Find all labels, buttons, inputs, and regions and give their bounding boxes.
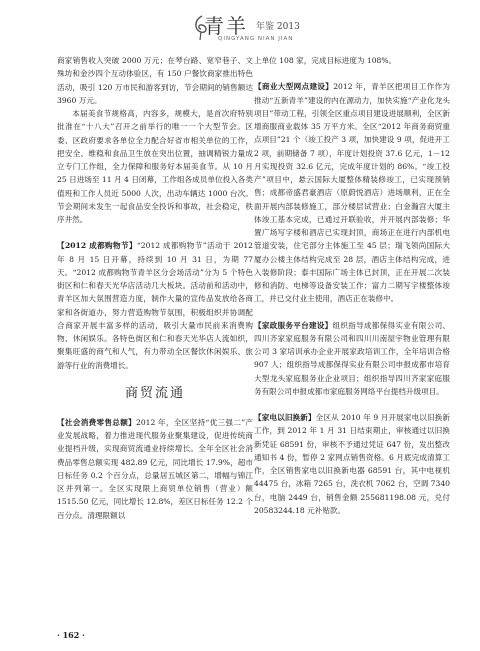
paragraph-food-festival-end: 商家销售收入突破 2000 万元；在琴台路、宽窄巷子、文殊坊和金沙四个互动体验区，有 150 户餐饮商家推出特色活动，吸引 120 万市民和游客到访，节会期间的销售额达 3960 万元。 [57, 56, 253, 105]
paragraph-appliance-tradein: 【家电以旧换新】全区从 2010 年 9 月开展家电以旧换新工作，到 2012 年 1 月 31 日结束期止，审核通过以旧换新凭证 68591 份，审核不予通过凭证 647 份，发出整改通知书 4 份，暂停 2 家网点销售资格。6 月底完成清算工作，全区销售家电以旧换新电器 68591 台，其中电视机 44475 台，冰箱 7265 台，洗衣机 7062 台，空调 7340 台，电脑 2449 台，销售金额 255681198.08 元，兑付 20583244.18 元补贴款。 [254, 413, 450, 515]
page-number: · 162 · [57, 630, 85, 640]
heading-appliance-tradein: 【家电以旧换新】 [254, 413, 316, 422]
right-column [254, 54, 450, 517]
paragraph-retail-sales: 【社会消费零售总额】2012 年，全区坚持“优三强二”产业发展战略，着力推进现代服务业聚集建设，促进传统商业提档升级，实现商贸流通业持续增长。全年全区社会消费品零售总额实现 482.89 亿元，同比增长 17.9%，超市日标任务 0.2 个百分点，总量居五城区第二，增幅与锦江区并列第一。全区实现限上商贸单位销售（营业）额 1515.50 亿元，同比增长 12.8%，差区日标任务 12.2 个百分点。清理限额以 [57, 417, 253, 520]
yearbook-logo [192, 8, 310, 48]
logo-label: 年鉴 2013 [256, 22, 300, 32]
paragraph-housekeeping-platform: 【家政服务平台建设】组织指导成都保得实业有限公司、四川齐家家庭服务有限公司和四川川南屋宇物业管理有限公司 3 家培训承办企业开展家政培训工作，全年培训合格 907 人；组织指导成都保得实业有限公司申报成都市培育大型龙头家庭服务业企业项目；组织指导四川齐家家庭服务有限公司申报成都市家庭服务网络平台提档升级项目。 [254, 320, 451, 396]
paragraph-commercial-outlets: 【商业大型网点建设】2012 年，青羊区把项目工作作为推动“五新青羊”建设的内在源动力，加快实施“产业化龙头项目”带动工程，引领全区重点项目建设进展顺利，全区新增商服商业载体 35 万平方米。全区“2012 年商务商贸重点项目”21 个（竣工投产 3 项，加快建设 9 项，促进开工 2 项，前期储备 7 项），年度计划投资 37.6 亿元，1－12 月实现投资 32.6 亿元，完成年度计划的 86%。“竣工投产”项目中，悬云国际大厦整体精装修竣工，已实现预销售；成都帝盛君豪酒店（原蔚悦酒店）进场顺利，正在全面开展内部装修施工，部分楼层试营业；白金瀚宫大厦主体竣工基本完成，已通过开联验收，并开展内部装修；华置广场写字楼和酒店已实现封顶，商场正在进行内部机电管道安装，住宅部分主体施工至 45 层；瑞飞领尚国际大厦办公楼主体结构完成至 28 层，酒店主体结构完成，进入装修阶段；泰丰国际广场主体已封顶，正在开展二次装修和消防、电梯等设备安装工作；富力二期写字楼整体竣工，并已交付业主使用，酒店正在装修中。 [254, 82, 451, 304]
logo-title: 青羊 [204, 14, 248, 38]
heading-commercial-outlets: 【商业大型网点建设】 [254, 82, 334, 92]
section-title: 商贸流通 [124, 385, 185, 401]
heading-shopping-festival: 【2012 成都购物节】 [57, 241, 137, 251]
heading-retail-sales: 【社会消费零售总额】 [57, 417, 136, 427]
paragraph-food-festival-summary: 本届美食节规格高，内容多，规模大，是首次府特别批准在“十八大”召开之前举行的唯一一个大型节会。区委、区政府要求各单位全力配合好省市相关单位的工作，把安全、维稳和食品卫生放在突出位置，抽调精锐力量成立专门工作组，全力保障和服务好本届美食节。从 10 月 25 日进场至 11 月 4 日闭幕，工作组各成员单位投入各类值班和工作人员近 5000 人次，出动车辆达 1000 台次。节会期间未发生一起食品安全投诉和事故，社会稳定，秩序井然。 [57, 109, 253, 224]
heading-housekeeping-platform: 【家政服务平台建设】 [254, 320, 333, 330]
paragraph-retail-continued: 上单位 108 家，完成目标进度为 108%。 [254, 56, 397, 65]
left-column [57, 54, 253, 522]
logo-subtitle: QINGYANG NIAN JIAN [218, 36, 294, 42]
paragraph-shopping-festival: 【2012 成都购物节】“2012 成都购物节”活动于 2012 年 8 月 15 日开幕，持续到 10 月 31 日，为期 77 天。“2012 成都购物节青羊区分会场活动”分为 5 个特色街区和仁和春天光华店活动几大板块。活动前和活动中，青羊区加大氛围营造力度，制作大量的宣传品发放给各商家和各街道办，努力营造购物节氛围，积极组织并协调配合商家开展丰富多样的活动，吸引大量市民前来消费购物、休闲娱乐。各特色街区和仁和春天光华店人流如织，聚集旺盛的商气和人气，有力带动全区餐饮休闲娱乐、旅游等行业的消费增长。 [57, 241, 254, 370]
